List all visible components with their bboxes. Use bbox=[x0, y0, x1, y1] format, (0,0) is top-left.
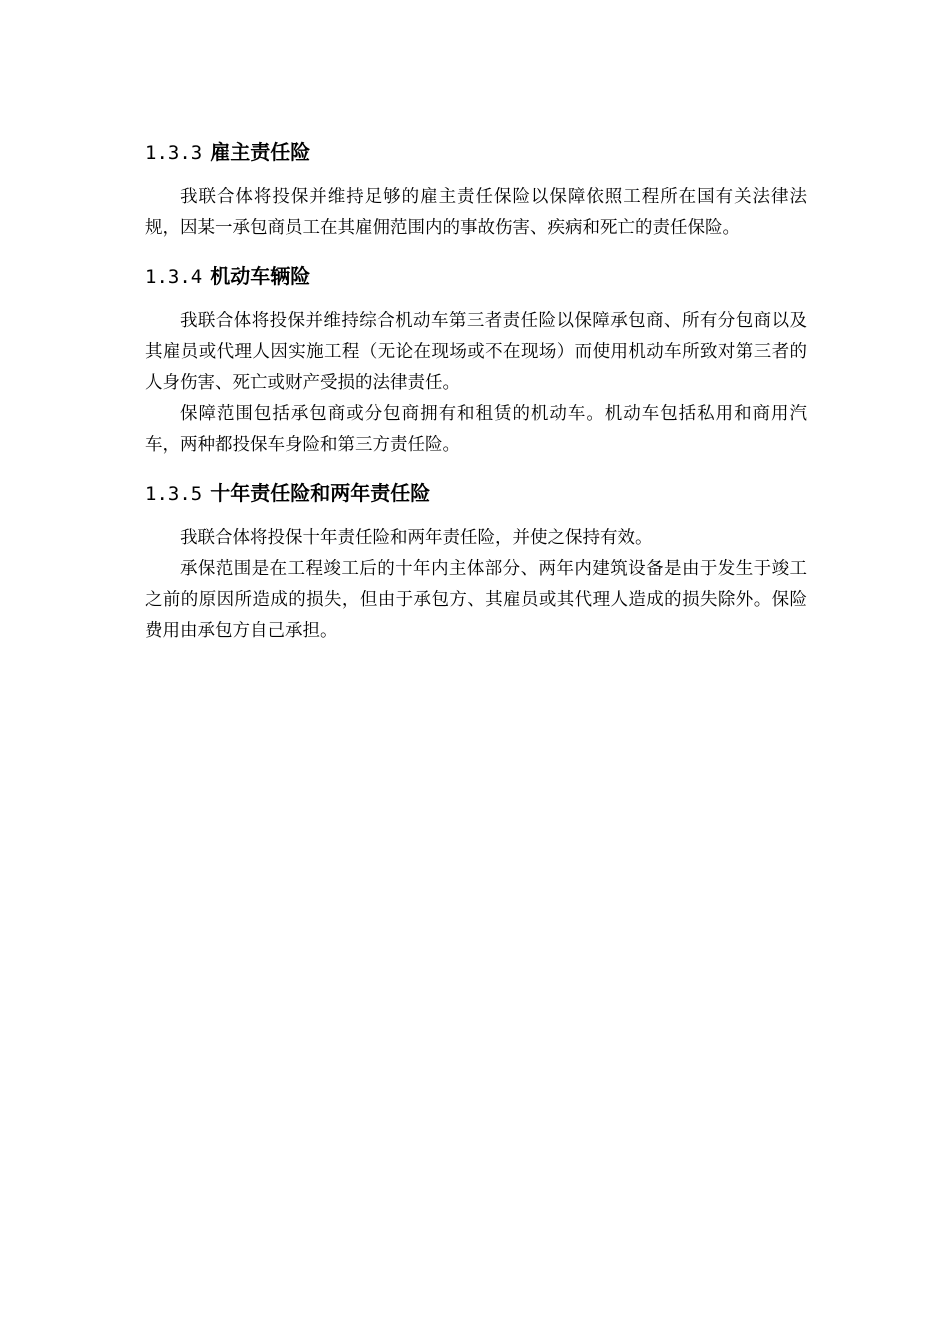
section-title: 十年责任险和两年责任险 bbox=[210, 481, 431, 505]
document-body bbox=[145, 136, 807, 647]
paragraph: 保障范围包括承包商或分包商拥有和租赁的机动车。机动车包括私用和商用汽车，两种都投保车身险和第三方责任险。 bbox=[145, 404, 807, 455]
section-heading-motor-vehicle bbox=[145, 260, 807, 293]
section-title: 雇主责任险 bbox=[210, 140, 311, 164]
section-number: 1.3.3 bbox=[145, 142, 203, 164]
paragraph: 承保范围是在工程竣工后的十年内主体部分、两年内建筑设备是由于发生于竣工之前的原因所造成的损失，但由于承包方、其雇员或其代理人造成的损失除外。保险费用由承包方自己承担。 bbox=[145, 559, 807, 641]
paragraph: 我联合体将投保并维持综合机动车第三者责任险以保障承包商、所有分包商以及其雇员或代理人因实施工程（无论在现场或不在现场）而使用机动车所致对第三者的人身伤害、死亡或财产受损的法律责任。 bbox=[145, 311, 807, 393]
paragraph: 我联合体将投保十年责任险和两年责任险，并使之保持有效。 bbox=[180, 528, 653, 548]
section-title: 机动车辆险 bbox=[210, 264, 311, 288]
section-number: 1.3.5 bbox=[145, 483, 203, 505]
section-heading-employer-liability bbox=[145, 136, 807, 169]
paragraph: 我联合体将投保并维持足够的雇主责任保险以保障依照工程所在国有关法律法规，因某一承包商员工在其雇佣范围内的事故伤害、疾病和死亡的责任保险。 bbox=[145, 187, 807, 238]
section-heading-decennial-liability bbox=[145, 477, 807, 510]
section-number: 1.3.4 bbox=[145, 266, 203, 288]
